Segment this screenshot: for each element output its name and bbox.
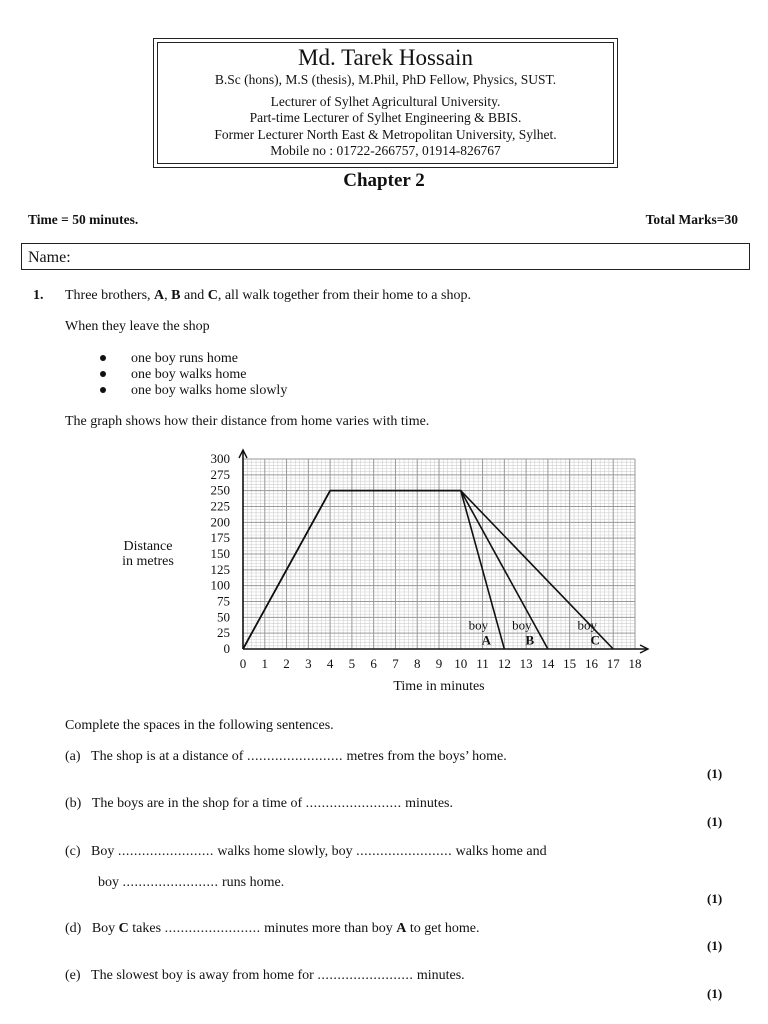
x-tick-label: 11 (476, 656, 489, 671)
answer-blank[interactable]: ........................ (246, 749, 343, 764)
x-tick-label: 2 (283, 656, 290, 671)
x-tick-label: 10 (454, 656, 468, 671)
name-field[interactable] (21, 243, 750, 270)
distance-time-chart (100, 448, 660, 698)
part-d: (d) Boy C takes ........................ minutes more than boy A to get home. (65, 921, 480, 936)
x-tick-label: 5 (348, 656, 356, 671)
x-tick-label: 12 (497, 656, 511, 671)
x-tick-label: 16 (584, 656, 598, 671)
when-leave-text: When they leave the shop (65, 319, 210, 334)
y-tick-label: 175 (210, 530, 230, 546)
answer-blank[interactable]: ........................ (122, 875, 219, 890)
x-tick-label: 1 (261, 656, 269, 671)
x-tick-label: 18 (628, 656, 642, 671)
part-b: (b) The boys are in the shop for a time of ........................ minutes. (65, 796, 453, 811)
y-tick-label: 275 (210, 466, 230, 482)
author-position: Lecturer of Sylhet Agricultural University. (270, 93, 501, 109)
x-tick-label: 14 (541, 656, 555, 671)
y-tick-label: 75 (217, 593, 230, 609)
mark-d: (1) (707, 938, 723, 953)
total-marks: Total Marks=30 (645, 212, 738, 227)
chart-ylabel: Distance in metres (122, 539, 174, 569)
graph-intro: The graph shows how their distance from home varies with time. (65, 414, 430, 429)
x-tick-label: 3 (305, 656, 312, 671)
x-tick-label: 17 (606, 656, 620, 671)
y-tick-label: 150 (210, 546, 230, 561)
y-tick-label: 200 (210, 514, 230, 530)
x-tick-label: 7 (392, 656, 399, 671)
author-mobile: Mobile no : 01722-266757, 01914-826767 (270, 143, 501, 158)
series-label: boy (577, 617, 597, 633)
x-tick-label: 13 (519, 656, 533, 671)
list-item: one boy runs home (100, 351, 400, 367)
y-tick-label: 50 (217, 609, 230, 625)
x-tick-label: 8 (413, 656, 421, 671)
author-qualifications: B.Sc (hons), M.S (thesis), M.Phil, PhD Fellow, Physics, SUST. (214, 72, 557, 87)
y-tick-label: 125 (210, 561, 230, 577)
header-box (153, 38, 618, 168)
part-c-line2: boy ........................ runs home. (98, 875, 285, 890)
answer-blank[interactable]: ........................ (356, 844, 453, 859)
mark-a: (1) (707, 766, 723, 781)
chapter-title: Chapter 2 (343, 170, 425, 191)
series-letter: A (481, 632, 492, 648)
complete-instruction: Complete the spaces in the following sentences. (65, 718, 334, 733)
series-letter: C (590, 632, 600, 648)
header-inner (157, 42, 614, 164)
x-tick-label: 9 (435, 656, 443, 671)
mark-c: (1) (707, 891, 723, 906)
y-tick-label: 250 (210, 482, 230, 498)
series-label: boy (512, 617, 532, 633)
list-item: one boy walks home (100, 367, 400, 383)
x-tick-label: 15 (563, 656, 577, 671)
series-label: boy (468, 617, 489, 633)
author-former: Former Lecturer North East & Metropolitan University, Sylhet. (214, 126, 557, 142)
chart-xlabel: Time in minutes (393, 679, 485, 694)
time-allowed: Time = 50 minutes. (28, 212, 139, 227)
answer-blank[interactable]: ........................ (317, 968, 414, 983)
y-tick-label: 300 (210, 451, 230, 466)
answer-blank[interactable]: ........................ (117, 844, 214, 859)
name-label: Name: (28, 249, 71, 266)
x-tick-label: 0 (239, 656, 247, 671)
answer-blank[interactable]: ........................ (305, 796, 402, 811)
x-tick-label: 4 (326, 656, 334, 671)
question-number: 1. (33, 288, 44, 303)
y-tick-label: 25 (217, 625, 230, 641)
part-c: (c) Boy ........................ walks home slowly, boy ........................ walks home and (65, 844, 547, 859)
mark-b: (1) (707, 814, 723, 829)
part-a: (a) The shop is at a distance of ........................ metres from the boys’ home. (65, 749, 507, 764)
y-tick-label: 100 (210, 577, 230, 593)
y-tick-label: 0 (223, 641, 230, 656)
answer-blank[interactable]: ........................ (164, 921, 261, 936)
author-parttime: Part-time Lecturer of Sylhet Engineering & BBIS. (249, 110, 522, 125)
author-name: Md. Tarek Hossain (298, 45, 473, 70)
series-letter: B (525, 632, 535, 648)
chart-svg (100, 448, 660, 698)
y-tick-label: 225 (210, 498, 230, 514)
question-intro: Three brothers, A, B and C, all walk together from their home to a shop. (65, 288, 471, 303)
mark-e: (1) (707, 986, 723, 1001)
part-e: (e) The slowest boy is away from home for ........................ minutes. (65, 968, 465, 983)
list-item: one boy walks home slowly (100, 383, 400, 399)
x-tick-label: 6 (370, 656, 377, 671)
